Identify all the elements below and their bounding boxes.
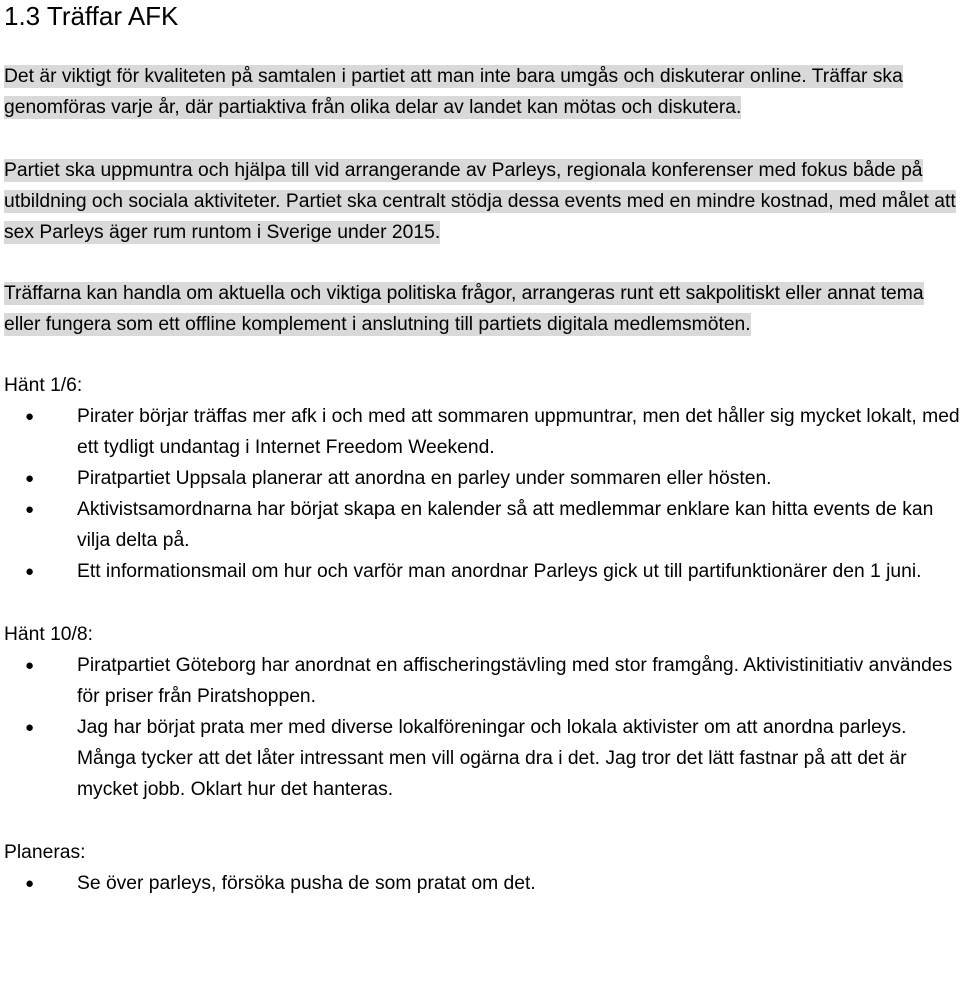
highlighted-text: Träffarna kan handla om aktuella och viktiga politiska frågor, arrangeras runt ett sakpolitiskt eller annat tema eller fungera som ett offline komplement i anslutning till partiets digitala medlemsmöten. (4, 283, 924, 335)
list-item-text: Se över parleys, försöka pusha de som pratat om det. (77, 873, 536, 894)
paragraph-topics (4, 278, 960, 340)
list-item (4, 868, 960, 899)
list-item (4, 463, 960, 494)
bullet-icon: ● (25, 501, 35, 518)
document (4, 0, 960, 899)
bullet-list-planeras (4, 868, 960, 899)
paragraph-intro (4, 61, 960, 123)
section-heading-planeras: Planeras: (4, 842, 86, 863)
section-heading-hant-1-6: Hänt 1/6: (4, 375, 83, 396)
bullet-icon: ● (25, 719, 35, 736)
bullet-icon: ● (25, 875, 35, 892)
bullet-list-hant-1-6 (4, 401, 960, 587)
list-item-text: Jag har börjat prata mer med diverse lokalföreningar och lokala aktivister om att anordna parleys. Många tycker att det låter intressant men vill ogärna dra i det. Jag tror det lätt fastnar på att det är mycket jobb. Oklart hur det hanteras. (77, 717, 907, 800)
bullet-icon: ● (25, 470, 35, 487)
list-item (4, 650, 960, 712)
bullet-icon: ● (25, 563, 35, 580)
list-item-text: Piratpartiet Uppsala planerar att anordna en parley under sommaren eller hösten. (77, 468, 772, 489)
bullet-list-hant-10-8 (4, 650, 960, 805)
bullet-icon: ● (25, 657, 35, 674)
paragraph-parleys (4, 155, 960, 248)
list-item (4, 401, 960, 463)
list-item-text: Aktivistsamordnarna har börjat skapa en kalender så att medlemmar enklare kan hitta events de kan vilja delta på. (77, 499, 934, 551)
highlighted-text: Partiet ska uppmuntra och hjälpa till vid arrangerande av Parleys, regionala konferenser med fokus både på utbildning och sociala aktiviteter. Partiet ska centralt stödja dessa events med en mindre kostnad, med målet att sex Parleys äger rum runtom i Sverige under 2015. (4, 160, 956, 243)
highlighted-text: Det är viktigt för kvaliteten på samtalen i partiet att man inte bara umgås och diskuterar online. Träffar ska genomföras varje år, där partiaktiva från olika delar av landet kan mötas och diskutera. (4, 66, 903, 118)
list-item-text: Ett informationsmail om hur och varför man anordnar Parleys gick ut till partifunktionärer den 1 juni. (77, 561, 922, 582)
bullet-icon: ● (25, 408, 35, 425)
list-item (4, 712, 960, 805)
section-title: 1.3 Träffar AFK (4, 1, 179, 31)
list-item-text: Pirater börjar träffas mer afk i och med att sommaren uppmuntrar, men det håller sig mycket lokalt, med ett tydligt undantag i Internet Freedom Weekend. (77, 406, 960, 458)
list-item-text: Piratpartiet Göteborg har anordnat en affischeringstävling med stor framgång. Aktivistinitiativ användes för priser från Piratshoppen. (77, 655, 953, 707)
list-item (4, 556, 960, 587)
list-item (4, 494, 960, 556)
section-heading-hant-10-8: Hänt 10/8: (4, 624, 93, 645)
